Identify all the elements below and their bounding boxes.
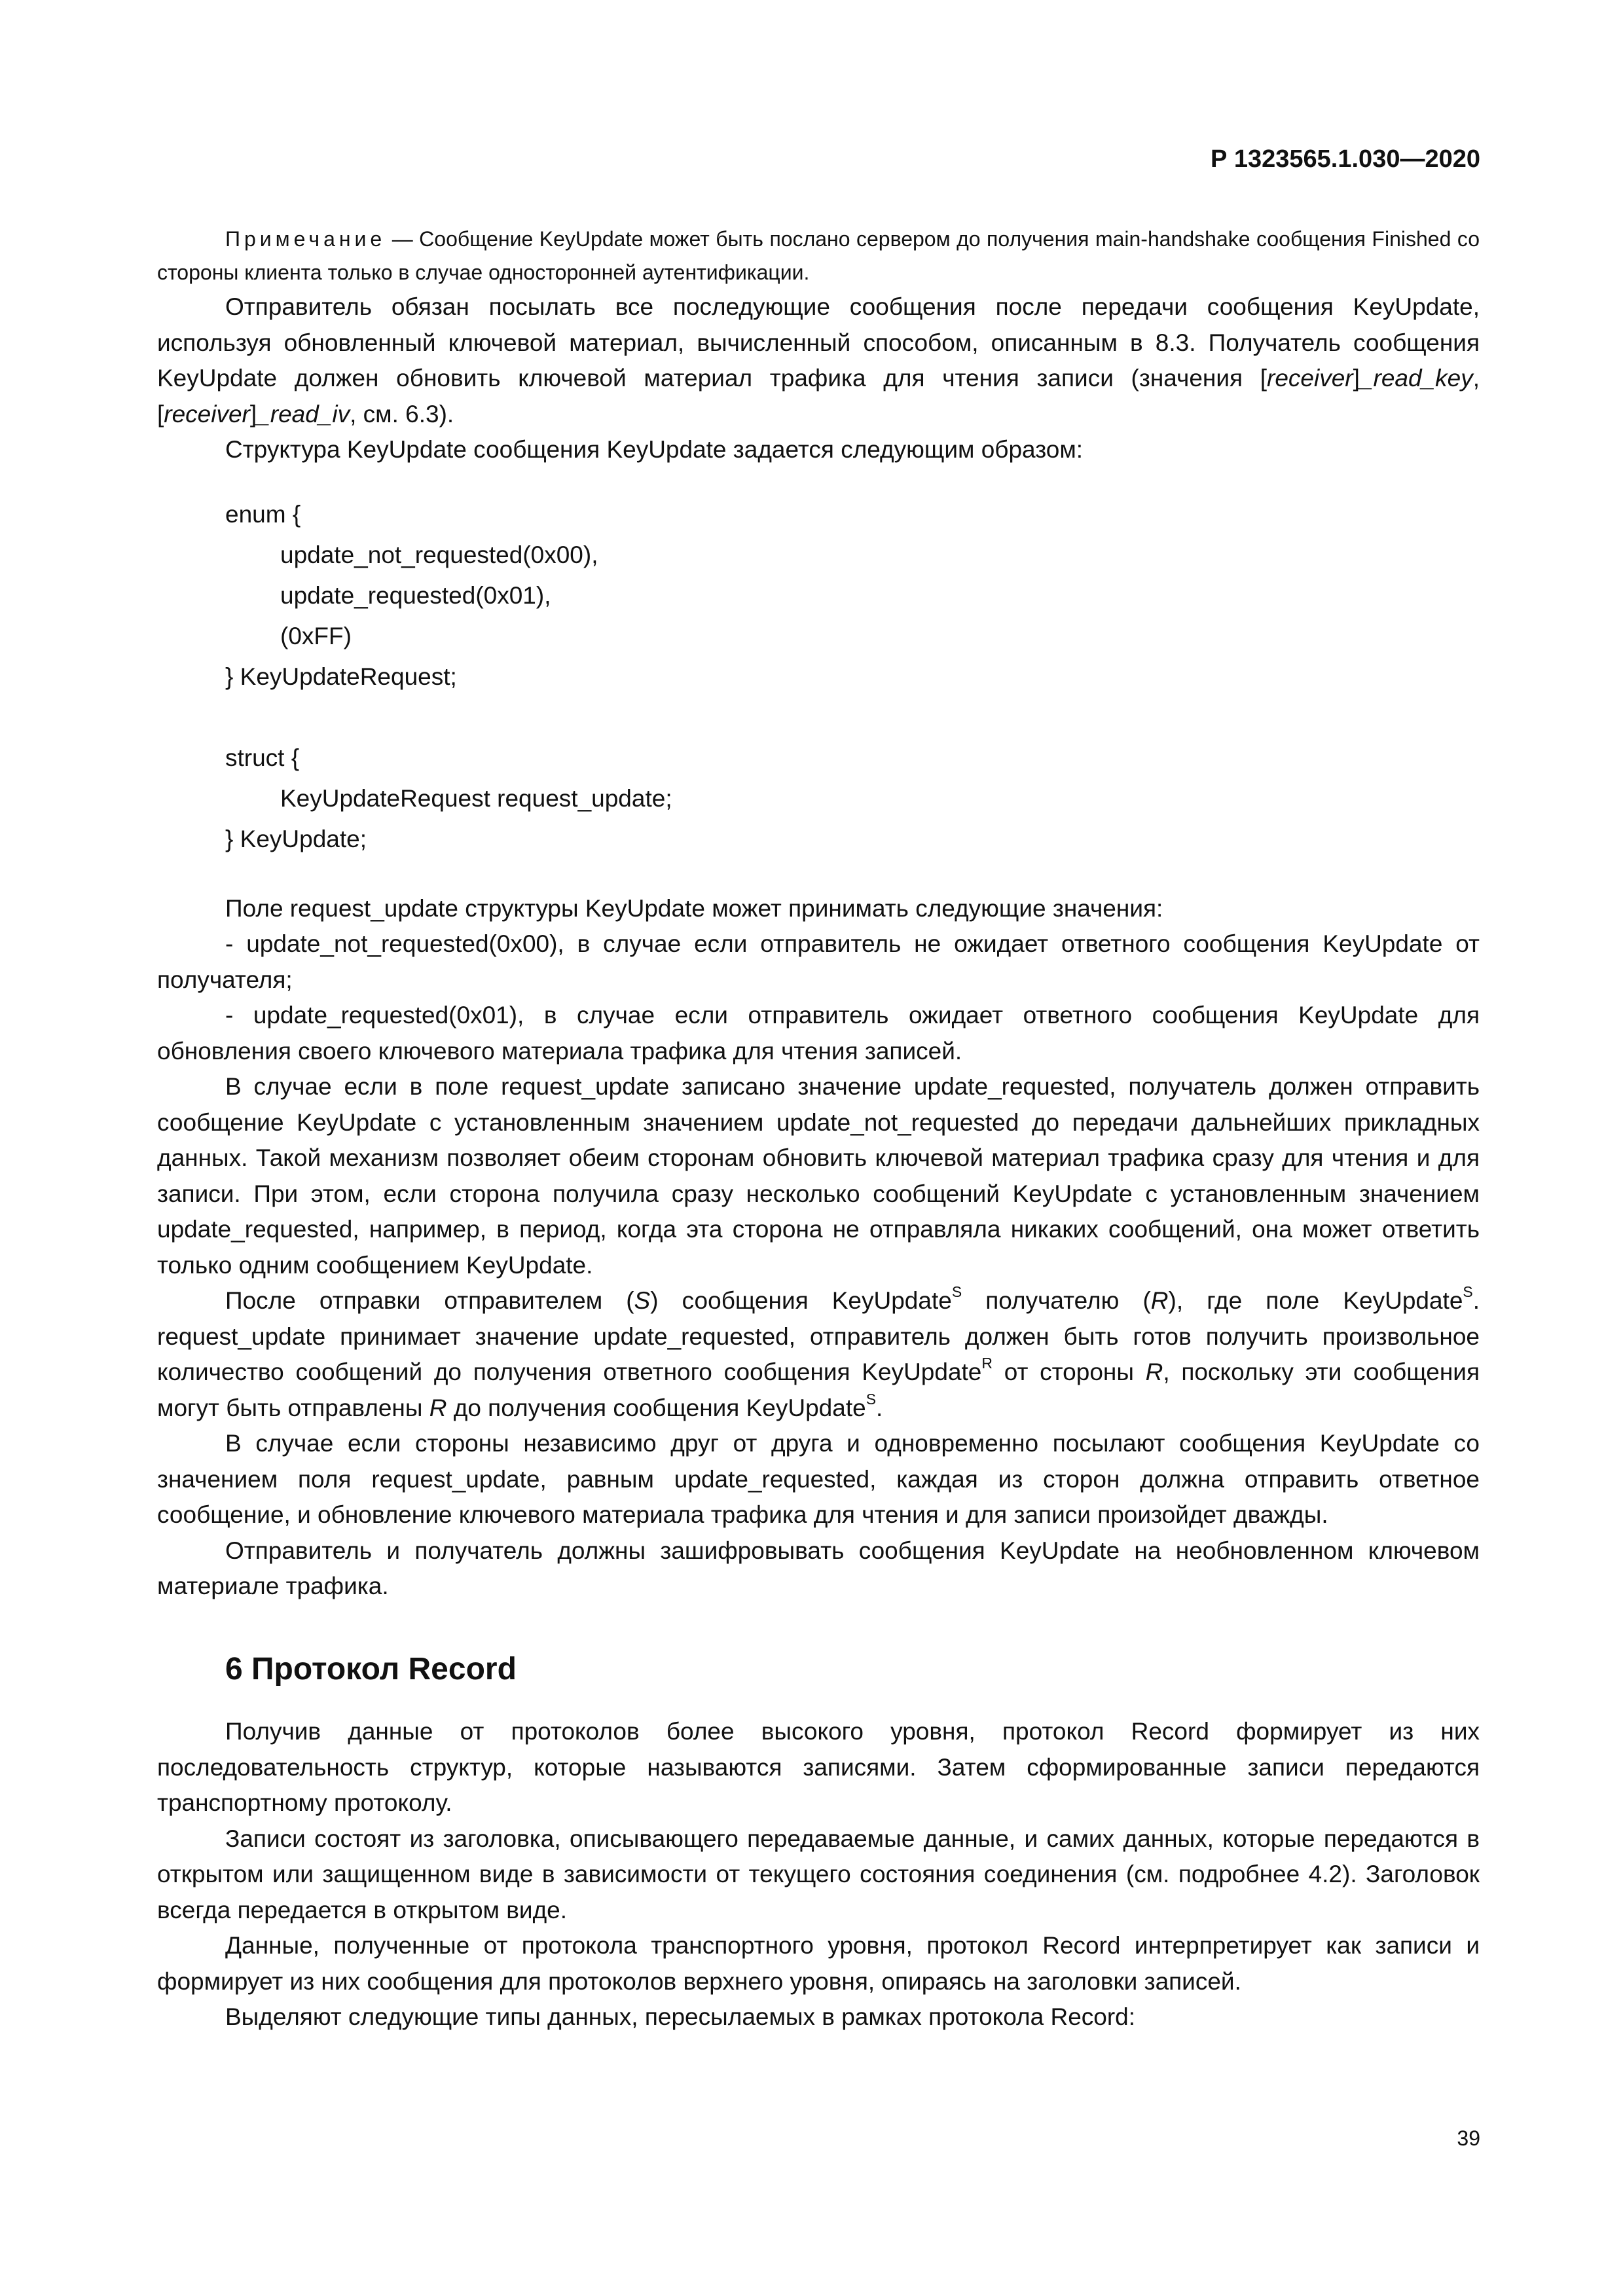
superscript: S — [866, 1390, 877, 1408]
code-line: update_not_requested(0x00), — [280, 541, 598, 568]
paragraph-text: Отправитель обязан посылать все последующие сообщения после передачи сообщения KeyUpdate, используя обновленный ключевой материал, вычисленный способом, описанным в 8.3. Получатель сообщения KeyUpdate должен обновить ключевой материал трафика для чтения записи (значения [ — [157, 293, 1480, 392]
paragraph-text: ] — [1353, 365, 1360, 392]
italic-term: S — [634, 1287, 651, 1314]
note-paragraph — [157, 223, 1480, 289]
paragraph-text: получателю ( — [962, 1287, 1151, 1314]
paragraph-record-transport: Данные, полученные от протокола транспортного уровня, протокол Record интерпретирует как записи и формирует из них сообщения для протоколов верхнего уровня, опираясь на заголовки записей. — [157, 1932, 1480, 1995]
paragraph-update-requested: В случае если в поле request_update записано значение update_requested, получатель должен отправить сообщение KeyUpdate с установленным значением update_not_requested до передачи дальнейших прикладных данных. Такой механизм позволяет обеим сторонам обновить ключевой материал трафика сразу для чтения и для записи. При этом, если сторона получила сразу несколько сообщений KeyUpdate с установленным значением update_requested, например, в период, когда эта сторона не отправляла никаких сообщений, она может ответить только одним сообщением KeyUpdate. — [157, 1073, 1480, 1279]
paragraph-text: , см. 6.3). — [350, 400, 454, 428]
code-block — [157, 494, 1480, 860]
paragraph-simultaneous-update: В случае если стороны независимо друг от друга и одновременно посылают сообщения KeyUpdate со значением поля request_update, равным update_requested, каждая из сторон должна отправить ответное сообщение, и обновление ключевого материала трафика для чтения и для записи произойдет дважды. — [157, 1430, 1480, 1528]
paragraph-sender-obligation — [157, 289, 1480, 432]
code-spacer — [225, 697, 1480, 738]
paragraph-encryption: Отправитель и получатель должны зашифровывать сообщения KeyUpdate на необновленном ключевом материале трафика. — [157, 1537, 1480, 1599]
paragraph-text: ), где поле KeyUpdate — [1168, 1287, 1463, 1314]
paragraph-text: ] — [249, 400, 257, 428]
italic-term: R — [429, 1394, 447, 1421]
superscript: S — [951, 1283, 962, 1301]
code-line: KeyUpdateRequest request_update; — [280, 784, 672, 812]
code-line: } KeyUpdateRequest; — [225, 663, 457, 690]
note-label: Примечание — [225, 227, 386, 251]
list-item: - update_not_requested(0x00), в случае если отправитель не ожидает ответного сообщения KeyUpdate от получателя; — [157, 930, 1480, 993]
paragraph-text: до получения сообщения KeyUpdate — [447, 1394, 866, 1421]
paragraph-after-sending — [157, 1283, 1480, 1426]
paragraph-text: . request_update принимает значение update_requested, отправитель должен быть готов получить произвольное количество сообщений до получения ответного сообщения KeyUpdate — [157, 1287, 1480, 1385]
code-line: (0xFF) — [280, 622, 352, 649]
page-number: 39 — [1457, 2126, 1480, 2150]
section-heading: 6 Протокол Record — [225, 1651, 517, 1686]
paragraph-record-intro: Получив данные от протоколов более высокого уровня, протокол Record формирует из них последовательность структур, которые называются записями. Затем сформированные записи передаются транспортному протоколу. — [157, 1718, 1480, 1817]
paragraph-record-types: Выделяют следующие типы данных, пересылаемых в рамках протокола Record: — [225, 2003, 1136, 2031]
superscript: S — [1463, 1283, 1473, 1301]
code-line: enum { — [225, 500, 301, 528]
paragraph-structure-intro: Структура KeyUpdate сообщения KeyUpdate задается следующим образом: — [225, 436, 1084, 463]
code-line: struct { — [225, 744, 300, 771]
list-item: - update_requested(0x01), в случае если отправитель ожидает ответного сообщения KeyUpdate для обновления своего ключевого материала трафика для чтения записей. — [157, 1002, 1480, 1065]
paragraph-text: , поскольку эти сообщения могут быть отправлены — [157, 1358, 1480, 1421]
paragraph-text: ) сообщения KeyUpdate — [650, 1287, 952, 1314]
italic-term: _read_key — [1359, 365, 1473, 392]
italic-term: R — [1145, 1358, 1163, 1385]
paragraph-text: После отправки отправителем ( — [225, 1287, 634, 1314]
superscript: R — [981, 1355, 993, 1372]
document-id: Р 1323565.1.030—2020 — [1210, 145, 1480, 173]
code-line: update_requested(0x01), — [280, 581, 551, 609]
note-text: — Сообщение KeyUpdate может быть послано сервером до получения main-handshake сообщения Finished со стороны клиента только в случае односторонней аутентификации. — [157, 227, 1480, 284]
italic-term: R — [1150, 1287, 1169, 1314]
italic-term: _read_iv — [257, 400, 350, 428]
paragraph-text: . — [876, 1394, 883, 1421]
paragraph-field-values: Поле request_update структуры KeyUpdate может принимать следующие значения: — [225, 894, 1163, 922]
paragraph-text: , [ — [157, 365, 1480, 428]
paragraph-record-headers: Записи состоят из заголовка, описывающего передаваемые данные, и самих данных, которые передаются в открытом или защищенном виде в зависимости от текущего состояния соединения (см. подробнее 4.2). Заголовок всегда передается в открытом виде. — [157, 1825, 1480, 1923]
italic-term: receiver — [164, 400, 250, 428]
code-line: } KeyUpdate; — [225, 825, 367, 852]
paragraph-text: от стороны — [992, 1358, 1146, 1385]
page-body — [157, 223, 1480, 2035]
italic-term: receiver — [1267, 365, 1353, 392]
